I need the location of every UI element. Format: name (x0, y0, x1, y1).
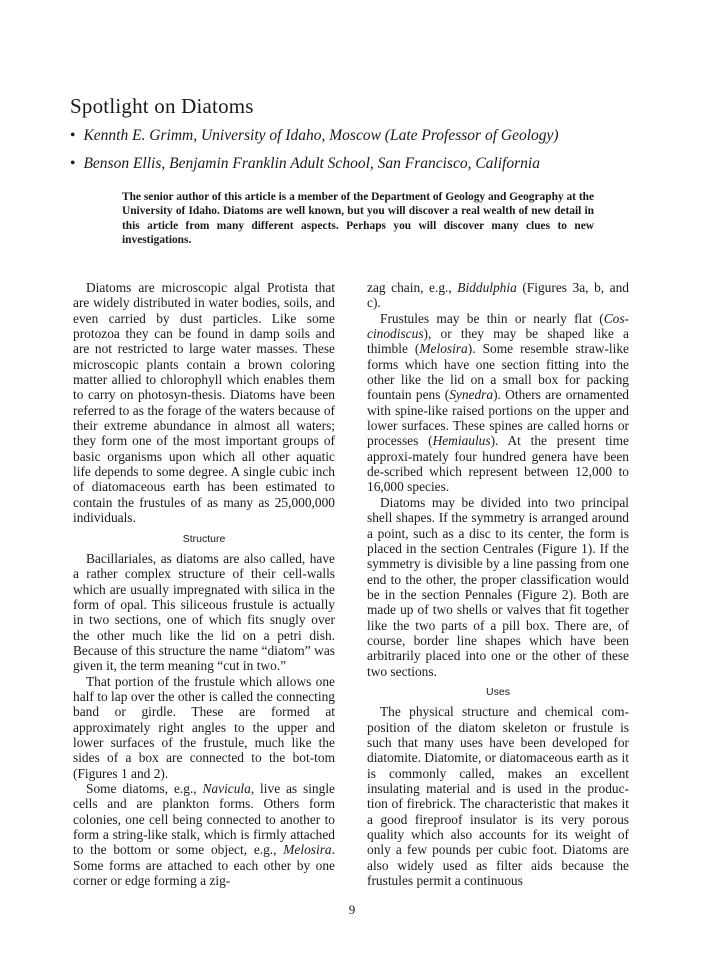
text-run: ). At the present time approxi-mately four hundred genera have been de-scribed which represent between 12,000 to 16,000 species. (367, 433, 629, 495)
paragraph: The physical structure and chemical com-position of the diatom skeleton or frustule is such that many uses have been developed for diatomite. Diatomite, or diatomaceous earth as it is commonly called, makes an excellent insulating material and is used in the produc-tion of firebrick. The characteristic that makes it a good fireproof insulator is its very porous quality which also accounts for its weight of only a few pounds per cubic foot. Diatoms are also widely used as filter aids because the frustules permit a continuous (367, 704, 629, 889)
left-column (73, 280, 335, 888)
paragraph: Diatoms are microscopic algal Protista that are widely distributed in water bodies, soils, and even carried by dust particles. Like some protozoa they can be found in damp soils and are not restricted to large water masses. These microscopic plants contain a brown coloring matter allied to chlorophyll which enables them to carry on photosyn-thesis. Diatoms have been referred to as the forage of the waters because of their extreme abundance in almost all waters; they form one of the most important groups of basic organisms upon which all other aquatic life depends to some degree. A single cubic inch of diatomaceous earth has been estimated to contain the frustules of as many as 25,000,000 individuals. (73, 280, 335, 526)
paragraph: That portion of the frustule which allows one half to lap over the other is called the connecting band or girdle. These are formed at approximately right angles to the upper and lower surfaces of the frustule, much like the sides of a box are connected to the bot-tom (Figures 1 and 2). (73, 673, 335, 781)
paragraph: Bacillariales, as diatoms are also called, have a rather complex structure of their cell-walls which are usually impregnated with silica in the form of opal. This siliceous frustule is actually in two sections, one of which fits snugly over the other much like the lid on a petri dish. Because of this structure the name “diatom” was given it, the term meaning “cut in two.” (73, 550, 335, 674)
author-2-text: Benson Ellis, Benjamin Franklin Adult School, San Francisco, California (83, 155, 540, 172)
genus-name: Synedra (449, 387, 494, 403)
article-title: Spotlight on Diatoms (70, 94, 254, 118)
paragraph: Diatoms may be divided into two principal shell shapes. If the symmetry is arranged around a point, such as a disc to its center, the form is placed in the section Centrales (Figure 1). If the symmetry is divisible by a line passing from one end to the other, the proper classification would be in the section Pennales (Figure 2). Both are made up of two shells or valves that fit together like the two parts of a pill box. There are, of course, border line shapes which have been arbitrarily placed into one or the other of these two sections. (367, 494, 629, 679)
bullet-icon: • (70, 127, 76, 144)
text-run: (Figures 3a, b, and c). (367, 280, 630, 311)
bullet-icon: • (70, 155, 76, 172)
text-run: , live as single cells and are plankton forms. Others form colonies, one cell being connected to another to form a string-like stalk, which is firmly attached to the bottom or some object, e.g., (73, 781, 335, 858)
author-line-2 (70, 155, 540, 173)
abstract: The senior author of this article is a member of the Department of Geology and Geography at the University of Idaho. Diatoms are well known, but you will discover a real wealth of new detail in this article from many different aspects. Perhaps you will discover many clues to new investigations. (122, 191, 594, 246)
text-run: Frustules may be thin or nearly flat ( (380, 310, 604, 326)
page-number: 9 (348, 902, 356, 917)
section-heading-uses: Uses (486, 685, 510, 698)
text-run: zag chain, e.g., (367, 280, 458, 295)
author-1-text: Kennth E. Grimm, University of Idaho, Moscow (Late Professor of Geology) (83, 127, 559, 144)
text-run: ). Others are ornamented with spine-like raised portions on the upper and lower surfaces. These spines are called horns or processes ( (367, 387, 629, 449)
text-run: ), or they may be shaped like a thimble ( (367, 326, 629, 357)
text-run: ). Some resemble straw-like forms which have one section fitting into the other like the lid on a small box for packing fountain pens ( (367, 341, 629, 403)
genus-name: Melosira (283, 842, 332, 858)
genus-name: Melosira (419, 341, 468, 357)
genus-name: Navicula (202, 781, 251, 796)
paragraph (367, 280, 629, 311)
paragraph (73, 781, 335, 888)
section-heading-structure: Structure (182, 532, 226, 545)
genus-name: Biddulphia (457, 280, 517, 295)
genus-name: Cos-cinodiscus (367, 310, 629, 342)
paragraph (367, 311, 629, 495)
right-column (367, 280, 629, 888)
text-run: Some diatoms, e.g., (86, 781, 203, 796)
text-run: . Some forms are attached to each other by one corner or edge forming a zig- (73, 842, 335, 889)
genus-name: Hemiaulus (432, 433, 491, 449)
author-line-1 (70, 127, 559, 145)
